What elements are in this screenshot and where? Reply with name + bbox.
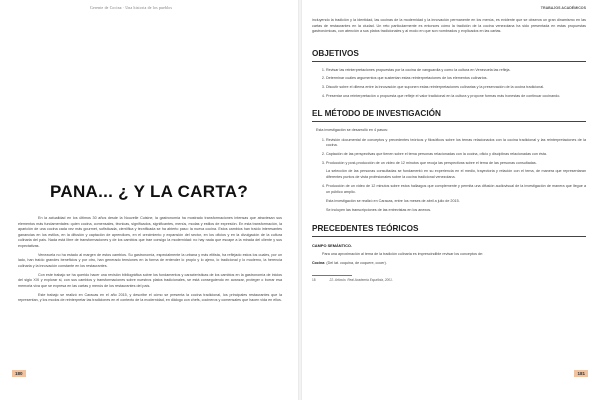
page-number-left: 180 xyxy=(12,370,26,377)
running-head-right: TRABAJOS ACADÉMICOS xyxy=(540,6,586,10)
page-number-right: 181 xyxy=(574,370,588,377)
concept-definition-text: (Del lat. coquina, de coquere, cocer). xyxy=(326,261,387,266)
body-paragraph: Este trabajo se realizó en Caracas en el año 2015, y describe el cómo se presenta la cocina tradicional, los principales restaurantes que la representan, y los modos de reinterpretar las tradiciones en el contexto de la modernidad, en diálogo con chefs, cocineros y comensales que hacen vida en ellos. xyxy=(18,292,282,303)
chapter-title: PANA... ¿ Y LA CARTA? xyxy=(49,182,249,202)
objective-item: 1. Revisar las reinterpretaciones propuestas por la cocina de vanguardia y como la cultura en Venezuela las refleja. xyxy=(326,68,586,74)
right-body-text xyxy=(312,18,586,282)
method-step: 2. Captación de las perspectivas que tienen sobre el tema personas relacionadas con la cocina, oficio y disciplinas relacionadas con ésta. xyxy=(326,152,586,158)
method-step: 1. Revisión documental de conceptos y precedentes teóricos y filosóficos sobre los temas relacionados con la cocina tradicional y las reinterpretaciones de la cocina. xyxy=(326,138,586,149)
method-note: Esta investigación se realizó en Caracas, entre los meses de abril a julio de 2015. xyxy=(326,198,460,203)
method-step: 3. Producción y post-producción de un video de 12 minutos que recoja las perspectivas sobre el tema de las personas consultadas. xyxy=(326,161,586,167)
section-rule xyxy=(312,121,586,122)
method-step-4-list xyxy=(312,184,586,195)
left-body-text xyxy=(18,216,282,307)
running-head-left: Gerente de Cocina · Una historia de los pueblos xyxy=(90,6,173,10)
section-rule xyxy=(312,236,586,237)
body-paragraph: Venezuela no ha estado al margen de estos cambios. Su gastronomía, especialmente la urbana y más elitista, ha reflejado estos los cuales, por un lado, han traído grandes beneficios y por otro, han generado tensiones en la forma de entender lo propio y lo ajeno, lo tradicional y lo moderno, la herencia culinaria y la innovación constante en los restaurantes. xyxy=(18,252,282,268)
objectives-list xyxy=(312,68,586,99)
method-intro: Esta investigación se desarrolló en 4 pasos: xyxy=(316,128,388,133)
precedents-heading: PRECEDENTES TEÓRICOS xyxy=(312,223,419,233)
left-page xyxy=(0,0,298,400)
footnote-text: 22. Artículo. Real Academia Española, 2001. xyxy=(329,278,393,283)
objectives-heading: OBJETIVOS xyxy=(312,48,359,58)
intro-paragraph: incluyendo la tradición y la identidad, las cocinas de la modernidad y la innovación permanente en los menús, es evidente que se observa un gran dinamismo en las cartas de restaurantes en la ciudad. Un reto particularmente es entonces cómo la tradición de la cocina venezolana ha sido presentada en estas propuestas gastronómicas, con atención a sus platos tradicionales y al modo en que son nombrados y explicados en las cartas. xyxy=(312,18,586,34)
concept-definition: Cocina: (Del lat. coquina, de coquere, cocer). xyxy=(312,261,387,266)
footnote xyxy=(312,278,586,282)
method-heading: EL MÉTODO DE INVESTIGACIÓN xyxy=(312,109,441,119)
concept-heading: CAMPO SEMÁNTICO. xyxy=(312,242,352,248)
objective-item: 4. Presentar una reinterpretación o propuesta que refleje el valor tradicional en la cultura y propone formas más honestas de continuar cocinando. xyxy=(326,94,586,100)
objective-item: 3. Discutir sobre el dilema entre la innovación que suponen estas reinterpretaciones culinarias y la preservación de la cocina tradicional. xyxy=(326,85,586,91)
method-steps-list xyxy=(312,138,586,166)
body-paragraph: Con este trabajo se ha querido hacer una revisión bibliográfica sobre los fundamentos y características de los cambios en la gastronomía de inicios del siglo XXI y explorar si, con sus cambios y transformaciones sobre nuestros platos tradicionales, se está conseguiendo en avanzar, proteger o borrar esa memoria viva que se expresa en las cartas y menús de los restaurantes del país. xyxy=(18,272,282,288)
footnote-rule xyxy=(312,275,352,276)
method-paragraph: La selección de las personas consultadas se fundamentó en su experiencia en el medio, trayectoria y relación con el tema, de manera que representaran diferentes puntos de vista profesionales sobre la cocina tradicional venezolana. xyxy=(326,169,586,179)
concept-text: Para una aproximación al tema de la tradición culinaria es imprescindible revisar los conceptos de: xyxy=(322,251,484,256)
method-note: Se incluyen las transcripciones de las entrevistas en los anexos. xyxy=(326,208,432,213)
method-step: 4. Producción de un video de 12 minutos sobre estos hallazgos que complemente y permita una difusión audiovisual de la investigación de manera que llegue a un público amplio. xyxy=(326,184,586,195)
footnote-number: 18 xyxy=(312,278,316,283)
section-rule xyxy=(312,61,586,62)
right-page xyxy=(302,0,600,400)
body-paragraph: En la actualidad en los últimos 30 años desde la Nouvelle Cuisine, la gastronomía ha mostrado transformaciones intensas que atraviesan sus elementos más fundamentales: quien cocina, comensales, técnicas, significados, significantes, menús, modas y estilos de expresión. En esta transformación, la aparición de una cocina cada vez más gourmet, sofisticada, científica y tecnificada se ha abierto paso: la nueva cocina. Estos cambios han traído interesantes ganancias en los estilos, en la difusión y captación de aprendices, en el crecimiento y expansión del sector, en los oficios y en la divulgación de la cultura culinaria del país. Nada está libre de transformaciones y de los cambios que trae consigo la modernidad: no hay nada que escape a la mirada del cliente y sus expectativas. xyxy=(18,216,282,248)
objective-item: 2. Determinar cuáles argumentos que sustentan estas reinterpretaciones de los elementos culinarios. xyxy=(326,76,586,82)
concept-term: Cocina xyxy=(312,261,325,266)
